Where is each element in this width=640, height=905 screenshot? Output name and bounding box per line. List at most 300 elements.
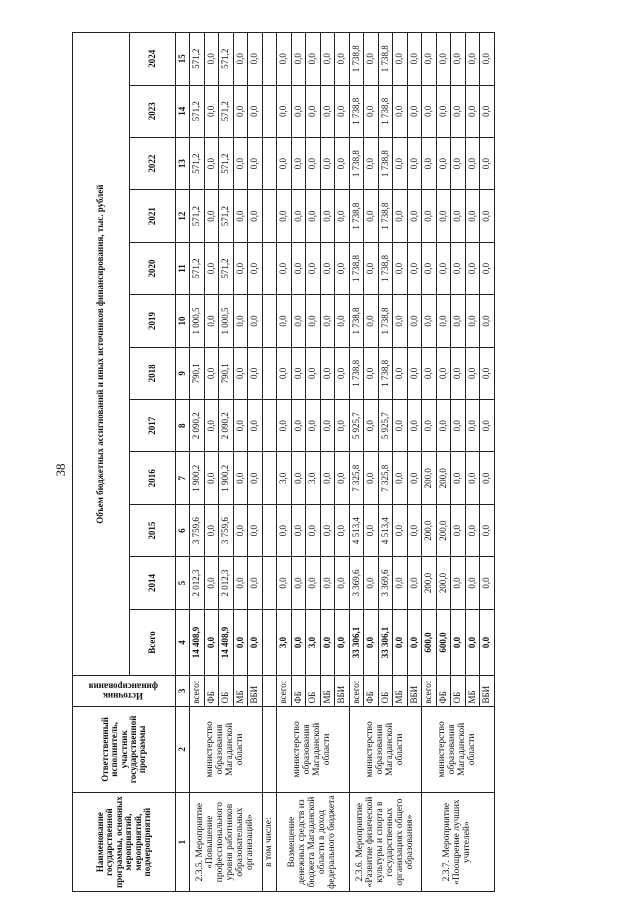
total-cell: 0,0 [451,609,466,676]
year-value-cell: 571,2 [219,85,234,137]
year-value-cell: 0,0 [306,190,321,242]
year-value-cell: 0,0 [335,504,350,556]
column-number: 11 [176,242,190,294]
executor-name: министерство образования Магаданской области [277,706,350,793]
year-value-cell: 0,0 [451,400,466,452]
year-value-cell: 0,0 [291,190,306,242]
funding-source: ОБ [378,676,393,706]
funding-source: всего: [349,676,364,706]
year-value-cell: 4 513,4 [378,504,393,556]
funding-source: МБ [233,676,248,706]
year-value-cell: 1 738,8 [378,295,393,347]
column-number: 2 [176,706,190,793]
table-row [262,33,277,892]
year-value-cell: 5 925,7 [349,400,364,452]
year-value-cell: 0,0 [407,137,422,189]
year-value-cell: 0,0 [306,400,321,452]
year-value-cell: 0,0 [291,557,306,609]
year-value-cell: 0,0 [306,295,321,347]
year-value-cell: 0,0 [233,85,248,137]
total-cell: 0,0 [291,609,306,676]
year-value-cell: 0,0 [233,400,248,452]
year-value-cell [262,347,277,399]
column-number: 14 [176,85,190,137]
funding-source: ФБ [291,676,306,706]
activity-name: 2.3.5. Мероприятие «Повышение профессионального уровня работников образовательных организаций» [190,793,263,892]
year-value-cell: 0,0 [393,85,408,137]
year-value-cell: 0,0 [480,137,495,189]
year-value-cell: 0,0 [335,242,350,294]
year-value-cell: 0,0 [407,190,422,242]
activity-name: 2.3.7. Мероприятие «Поощрение лучших учителей» [422,793,495,892]
year-value-cell: 0,0 [451,557,466,609]
year-value-cell: 0,0 [248,190,263,242]
program-block [349,33,422,892]
year-value-cell: 1 900,2 [190,452,205,504]
year-value-cell: 3 369,6 [349,557,364,609]
year-value-cell: 0,0 [407,400,422,452]
year-value-cell: 0,0 [407,557,422,609]
year-value-cell: 0,0 [335,137,350,189]
year-value-cell: 571,2 [190,85,205,137]
year-value-cell [262,557,277,609]
year-value-cell: 200,0 [436,557,451,609]
header-year: 2024 [129,33,175,86]
total-cell: 0,0 [364,609,379,676]
year-value-cell: 0,0 [320,242,335,294]
total-cell: 0,0 [233,609,248,676]
total-cell: 0,0 [480,609,495,676]
year-value-cell: 0,0 [233,242,248,294]
total-cell: 600,0 [422,609,437,676]
year-value-cell: 0,0 [465,452,480,504]
year-value-cell: 0,0 [204,452,219,504]
year-value-cell: 0,0 [248,33,263,86]
year-value-cell: 0,0 [364,452,379,504]
year-value-cell: 571,2 [190,137,205,189]
activity-name: 2.3.6. Мероприятие «Развитие физической культуры и спорта в государственных организациях общего образования» [349,793,422,892]
header-year: 2015 [129,504,175,556]
executor-name: министерство образования Магаданской области [190,706,263,793]
total-cell: 0,0 [320,609,335,676]
year-value-cell: 0,0 [335,347,350,399]
year-value-cell: 0,0 [422,295,437,347]
year-value-cell: 0,0 [291,137,306,189]
year-value-cell: 0,0 [480,347,495,399]
year-value-cell: 571,2 [219,190,234,242]
year-value-cell: 0,0 [291,33,306,86]
year-value-cell: 200,0 [436,504,451,556]
funding-source: МБ [465,676,480,706]
year-value-cell: 0,0 [451,190,466,242]
header-total: Всего [129,609,175,676]
year-value-cell: 0,0 [480,504,495,556]
funding-source: ФБ [436,676,451,706]
column-number: 10 [176,295,190,347]
year-value-cell: 0,0 [422,190,437,242]
column-number: 3 [176,676,190,706]
year-value-cell: 0,0 [480,557,495,609]
year-value-cell: 0,0 [277,504,292,556]
year-value-cell: 0,0 [277,400,292,452]
year-value-cell: 0,0 [451,85,466,137]
year-value-cell: 0,0 [364,295,379,347]
year-value-cell: 790,1 [190,347,205,399]
year-value-cell: 0,0 [204,85,219,137]
funding-source: всего: [277,676,292,706]
year-value-cell: 0,0 [364,242,379,294]
year-value-cell: 1 738,8 [378,33,393,86]
year-value-cell: 200,0 [436,452,451,504]
header-year: 2021 [129,190,175,242]
year-value-cell: 0,0 [436,242,451,294]
year-value-cell: 0,0 [393,295,408,347]
rotated-table-container [72,32,632,892]
funding-source: всего: [422,676,437,706]
year-value-cell: 0,0 [277,242,292,294]
year-value-cell: 0,0 [451,242,466,294]
year-value-cell: 0,0 [451,137,466,189]
year-value-cell: 0,0 [277,295,292,347]
total-cell: 14 408,9 [219,609,234,676]
year-value-cell: 0,0 [248,85,263,137]
year-value-cell: 0,0 [436,85,451,137]
year-value-cell: 0,0 [306,85,321,137]
total-cell: 0,0 [407,609,422,676]
year-value-cell: 0,0 [364,190,379,242]
year-value-cell: 0,0 [393,452,408,504]
year-value-cell: 0,0 [248,400,263,452]
year-value-cell: 0,0 [422,242,437,294]
header-year: 2014 [129,557,175,609]
year-value-cell: 0,0 [480,242,495,294]
year-value-cell: 0,0 [422,347,437,399]
year-value-cell: 0,0 [306,137,321,189]
year-value-cell: 1 000,5 [190,295,205,347]
column-number: 1 [176,793,190,892]
year-value-cell: 0,0 [248,347,263,399]
year-value-cell: 0,0 [335,557,350,609]
executor-name: министерство образования Магаданской области [422,706,495,793]
year-value-cell: 0,0 [248,242,263,294]
year-value-cell: 0,0 [393,347,408,399]
year-value-cell: 0,0 [204,400,219,452]
year-value-cell: 0,0 [320,452,335,504]
year-value-cell: 0,0 [465,242,480,294]
year-value-cell: 0,0 [436,190,451,242]
total-cell [262,609,277,676]
column-number: 15 [176,33,190,86]
column-number: 7 [176,452,190,504]
year-value-cell: 2 090,2 [219,400,234,452]
header-year: 2018 [129,347,175,399]
year-value-cell: 0,0 [393,242,408,294]
year-value-cell: 0,0 [451,33,466,86]
year-value-cell: 0,0 [465,137,480,189]
year-value-cell: 0,0 [320,295,335,347]
year-value-cell: 0,0 [277,190,292,242]
year-value-cell: 1 738,8 [349,295,364,347]
year-value-cell: 0,0 [422,85,437,137]
year-value-cell: 0,0 [407,85,422,137]
year-value-cell: 0,0 [320,33,335,86]
year-value-cell: 0,0 [422,33,437,86]
year-value-cell [262,295,277,347]
year-value-cell [262,242,277,294]
year-value-cell: 4 513,4 [349,504,364,556]
funding-source: всего: [190,676,205,706]
year-value-cell: 0,0 [320,137,335,189]
year-value-cell: 0,0 [291,400,306,452]
year-value-cell: 2 012,3 [219,557,234,609]
year-value-cell: 3 759,6 [190,504,205,556]
year-value-cell: 0,0 [465,33,480,86]
year-value-cell: 0,0 [393,33,408,86]
year-value-cell: 571,2 [190,242,205,294]
total-cell: 33 306,1 [349,609,364,676]
year-value-cell: 0,0 [291,452,306,504]
page-number: 38 [53,463,68,477]
year-value-cell: 0,0 [364,137,379,189]
year-value-cell: 1 000,5 [219,295,234,347]
header-year: 2017 [129,400,175,452]
year-value-cell: 0,0 [248,452,263,504]
year-value-cell: 0,0 [451,504,466,556]
year-value-cell: 0,0 [233,295,248,347]
column-number: 12 [176,190,190,242]
year-value-cell: 0,0 [233,452,248,504]
year-value-cell [262,137,277,189]
total-cell: 0,0 [465,609,480,676]
funding-source [262,676,277,706]
header-year: 2022 [129,137,175,189]
year-value-cell: 7 325,8 [349,452,364,504]
year-value-cell: 0,0 [364,504,379,556]
year-value-cell: 0,0 [233,557,248,609]
year-value-cell: 0,0 [248,504,263,556]
year-value-cell: 0,0 [364,85,379,137]
funding-source: ОБ [306,676,321,706]
year-value-cell: 0,0 [393,137,408,189]
year-value-cell [262,452,277,504]
year-value-cell: 0,0 [393,557,408,609]
year-value-cell: 0,0 [407,295,422,347]
funding-source: ОБ [219,676,234,706]
year-value-cell: 0,0 [291,242,306,294]
column-number: 5 [176,557,190,609]
year-value-cell: 0,0 [204,347,219,399]
header-funding-group: Объем бюджетных ассигнований и иных источников финансирования, тыс. рублей [73,33,130,676]
header-source: Источник финансирования [73,676,176,706]
year-value-cell: 1 738,8 [378,137,393,189]
year-value-cell: 1 900,2 [219,452,234,504]
funding-source: ФБ [364,676,379,706]
year-value-cell: 3,0 [277,452,292,504]
funding-source: МБ [320,676,335,706]
year-value-cell: 1 738,8 [349,137,364,189]
year-value-cell: 571,2 [219,33,234,86]
header-executor: Ответственный исполнитель, участник государственной программы [73,706,176,793]
funding-source: ВБИ [480,676,495,706]
year-value-cell: 0,0 [233,137,248,189]
year-value-cell: 0,0 [480,190,495,242]
year-value-cell: 0,0 [320,400,335,452]
year-value-cell: 0,0 [233,504,248,556]
table-row [422,33,437,892]
year-value-cell: 0,0 [436,137,451,189]
year-value-cell: 0,0 [306,504,321,556]
year-value-cell: 0,0 [248,557,263,609]
year-value-cell: 0,0 [407,452,422,504]
year-value-cell: 0,0 [277,557,292,609]
header-year: 2023 [129,85,175,137]
funding-source: ВБИ [407,676,422,706]
year-value-cell: 0,0 [248,137,263,189]
year-value-cell: 0,0 [480,33,495,86]
year-value-cell: 0,0 [204,242,219,294]
year-value-cell: 0,0 [407,33,422,86]
year-value-cell: 0,0 [436,347,451,399]
year-value-cell: 200,0 [422,452,437,504]
year-value-cell [262,85,277,137]
year-value-cell: 0,0 [465,557,480,609]
table-row [349,33,364,892]
year-value-cell: 2 090,2 [190,400,205,452]
year-value-cell: 0,0 [204,557,219,609]
year-value-cell: 0,0 [306,33,321,86]
year-value-cell: 571,2 [219,137,234,189]
year-value-cell: 0,0 [204,295,219,347]
program-block [277,33,350,892]
funding-source: ОБ [451,676,466,706]
funding-source: ФБ [204,676,219,706]
program-block [422,33,495,892]
year-value-cell: 0,0 [291,347,306,399]
year-value-cell: 0,0 [233,347,248,399]
table-row [190,33,205,892]
financing-table [72,32,495,892]
year-value-cell: 0,0 [306,242,321,294]
year-value-cell: 0,0 [204,190,219,242]
year-value-cell: 0,0 [393,190,408,242]
total-cell: 600,0 [436,609,451,676]
year-value-cell: 0,0 [204,33,219,86]
funding-source: ВБИ [248,676,263,706]
year-value-cell: 0,0 [320,504,335,556]
year-value-cell: 0,0 [320,557,335,609]
year-value-cell: 0,0 [465,85,480,137]
funding-source: ВБИ [335,676,350,706]
total-cell: 33 306,1 [378,609,393,676]
header-name: Наименование государственной программы, основных мероприятий, мероприятий, подмероприятий [73,793,176,892]
year-value-cell: 790,1 [219,347,234,399]
year-value-cell: 3 759,6 [219,504,234,556]
year-value-cell: 0,0 [335,400,350,452]
total-cell: 0,0 [248,609,263,676]
year-value-cell: 200,0 [422,557,437,609]
year-value-cell: 0,0 [277,347,292,399]
program-block [190,33,263,892]
year-value-cell: 0,0 [277,85,292,137]
total-cell: 0,0 [335,609,350,676]
year-value-cell: 1 738,8 [378,347,393,399]
year-value-cell: 0,0 [465,504,480,556]
year-value-cell: 0,0 [465,190,480,242]
year-value-cell: 0,0 [407,504,422,556]
year-value-cell: 0,0 [465,400,480,452]
year-value-cell: 0,0 [393,504,408,556]
year-value-cell: 1 738,8 [349,33,364,86]
year-value-cell: 0,0 [204,504,219,556]
year-value-cell: 0,0 [335,452,350,504]
year-value-cell [262,400,277,452]
program-block [262,33,277,892]
year-value-cell: 1 738,8 [349,347,364,399]
year-value-cell: 0,0 [233,190,248,242]
year-value-cell: 0,0 [465,295,480,347]
year-value-cell: 0,0 [364,400,379,452]
year-value-cell: 571,2 [219,242,234,294]
year-value-cell: 0,0 [364,33,379,86]
table-row [277,33,292,892]
year-value-cell: 1 738,8 [349,242,364,294]
year-value-cell: 0,0 [465,347,480,399]
year-value-cell: 0,0 [335,33,350,86]
year-value-cell: 0,0 [480,295,495,347]
year-value-cell: 0,0 [306,557,321,609]
year-value-cell: 0,0 [204,137,219,189]
year-value-cell: 7 325,8 [378,452,393,504]
year-value-cell: 0,0 [436,400,451,452]
year-value-cell: 0,0 [335,190,350,242]
year-value-cell: 200,0 [422,504,437,556]
year-value-cell: 0,0 [451,295,466,347]
year-value-cell: 0,0 [480,85,495,137]
year-value-cell: 2 012,3 [190,557,205,609]
year-value-cell: 1 738,8 [349,85,364,137]
year-value-cell: 0,0 [320,190,335,242]
column-number: 8 [176,400,190,452]
year-value-cell [262,190,277,242]
year-value-cell: 0,0 [291,295,306,347]
activity-name: в том числе: [262,793,277,892]
year-value-cell: 571,2 [190,33,205,86]
year-value-cell: 0,0 [436,295,451,347]
year-value-cell: 5 925,7 [378,400,393,452]
column-number: 4 [176,609,190,676]
year-value-cell: 0,0 [291,504,306,556]
header-year: 2019 [129,295,175,347]
column-number: 13 [176,137,190,189]
total-cell: 0,0 [204,609,219,676]
executor-name: министерство образования Магаданской области [349,706,422,793]
year-value-cell: 0,0 [277,33,292,86]
funding-source: МБ [393,676,408,706]
executor-name [262,706,277,793]
activity-name: Возмещение денежных средств из бюджета Магаданской области в доход федерального бюджета [277,793,350,892]
year-value-cell [262,33,277,86]
year-value-cell: 571,2 [190,190,205,242]
year-value-cell [262,504,277,556]
year-value-cell: 0,0 [291,85,306,137]
year-value-cell: 0,0 [480,400,495,452]
year-value-cell: 0,0 [480,452,495,504]
year-value-cell: 3,0 [306,452,321,504]
total-cell: 14 408,9 [190,609,205,676]
year-value-cell: 0,0 [407,347,422,399]
year-value-cell: 0,0 [422,137,437,189]
year-value-cell: 1 738,8 [378,85,393,137]
